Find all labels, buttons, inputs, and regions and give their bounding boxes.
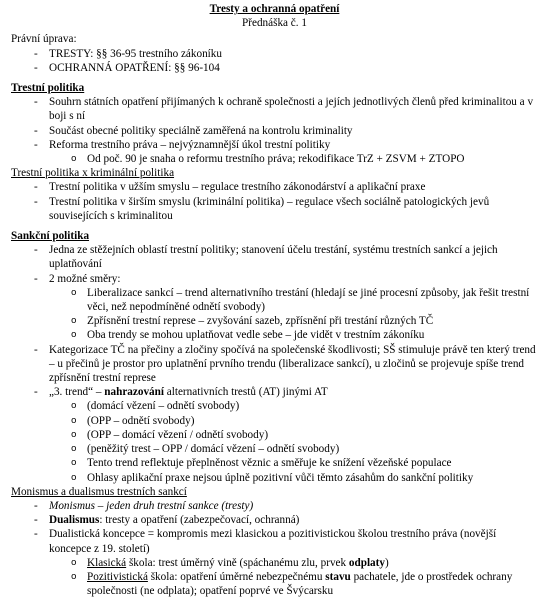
lecture-number: Přednáška č. 1 (242, 17, 307, 30)
section-heading-sanction-policy: Sankční politika (11, 230, 90, 243)
criminal-vs-criminological-list (11, 180, 538, 223)
list-item: - Souhrn státních opatření přijímaných k ochraně společnosti a jejích jednotlivých členů před kriminalitou a v boji s ní (11, 95, 538, 123)
list-item: - TRESTY: §§ 36-95 trestního zákoníku (11, 47, 538, 61)
sub-list-item: o (domácí vězení – odnětí svobody) (11, 399, 538, 413)
item-text: škola: trest úměrný vině (spáchanému zlu, prvek (126, 556, 349, 569)
sub-list-item: o Od poč. 90 je snaha o reformu trestního práva; rekodifikace TrZ + ZSVM + ZTOPO (11, 152, 538, 166)
legal-basis-heading: Právní úprava: (11, 33, 77, 46)
list-item: - 2 možné směry: (11, 272, 538, 286)
list-item: - Jedna ze stěžejních oblastí trestní politiky; stanovení účelu trestání, systému trestních sankcí a jejich uplatňování (11, 243, 538, 271)
item-text: alternativních trestů (AT) jinými AT (163, 386, 328, 399)
list-item: - Trestní politika v užším smyslu – regulace trestního zákonodárství a aplikační praxe (11, 180, 538, 194)
monism-list (11, 499, 538, 598)
school-name: Pozitivistická (87, 570, 148, 583)
item-text: : tresty a opatření (zabezpečovací, ochranná) (99, 514, 300, 527)
document-title: Tresty a ochranná opatření (209, 3, 340, 15)
item-text: pachatele, jde o prostředek ochrany společnosti (ne odplata); opatření poprvé ve Švýcarsku (87, 570, 513, 598)
list-item: - Součást obecné politiky speciálně zaměřená na kontrolu kriminality (11, 124, 538, 138)
list-item: - Dualistická koncepce = kompromis mezi klasickou a pozitivistickou školou trestního práva (novější koncepce z 19. století) (11, 527, 538, 555)
sanction-policy-list (11, 243, 538, 484)
list-item: - Trestní politika v širším smyslu (kriminální politika) – regulace všech sociálně patologických jevů souvisejících s kriminalitou (11, 195, 538, 223)
sub-list-item: o (peněžitý trest – OPP / domácí vězení – odnětí svobody) (11, 442, 538, 456)
school-name: Klasická (87, 556, 127, 569)
item-text: „3. trend“ – (49, 386, 105, 399)
list-item: - Reforma trestního práva – nejvýznamnější úkol trestní politiky (11, 138, 538, 152)
list-item: - OCHRANNÁ OPATŘENÍ: §§ 96-104 (11, 61, 538, 75)
list-item (11, 385, 538, 399)
item-text: ) (384, 556, 389, 569)
legal-basis-list (11, 47, 538, 75)
sub-list-item: o Tento trend reflektuje přeplněnost věznic a směřuje ke snížení vězeňské populace (11, 456, 538, 470)
sub-list-item: o Liberalizace sankcí – trend alternativního trestání (hledají se jiné procesní způsoby, jak řešit trestní věci, než nepodmíněné odnětí svobody) (11, 286, 538, 314)
list-item: - Kategorizace TČ na přečiny a zločiny spočívá na společenské škodlivosti; SŠ stimuluje právě ten který trend – u přečinů je prostor pro uplatnění prvního trendu (liberalizace sankcí), u zločinů se projevuje spíše trend zpřísnění trestní represe (11, 343, 538, 386)
emphasis-text: Dualismus (49, 514, 100, 527)
criminal-policy-list (11, 95, 538, 166)
sub-list-item: o Oba trendy se mohou uplatňovat vedle sebe – jde vidět v trestním zákoníku (11, 328, 538, 342)
sub-list-item: o (OPP – odnětí svobody) (11, 414, 538, 428)
subsection-heading: Trestní politika x kriminální politika (11, 167, 175, 180)
section-heading-criminal-policy: Trestní politika (11, 82, 85, 95)
emphasis-text: nahrazování (104, 386, 164, 399)
sub-list-item: o Zpřísnění trestní represe – zvyšování sazeb, zpřísnění při trestání různých TČ (11, 314, 538, 328)
item-text: škola: opatření úměrné nebezpečnému (147, 570, 326, 583)
subsection-heading: Monismus a dualismus trestních sankcí (11, 485, 187, 498)
list-item (11, 513, 538, 527)
sub-list-item: o (OPP – domácí vězení / odnětí svobody) (11, 428, 538, 442)
list-item: - Monismus – jeden druh trestní sankce (tresty) (11, 499, 538, 513)
sub-list-item (11, 570, 538, 598)
sub-list-item: o Ohlasy aplikační praxe nejsou úplně pozitivní vůči těmto zásahům do sankční politiky (11, 471, 538, 485)
emphasis-text: odplaty (348, 556, 385, 569)
emphasis-text: stavu (325, 570, 351, 583)
